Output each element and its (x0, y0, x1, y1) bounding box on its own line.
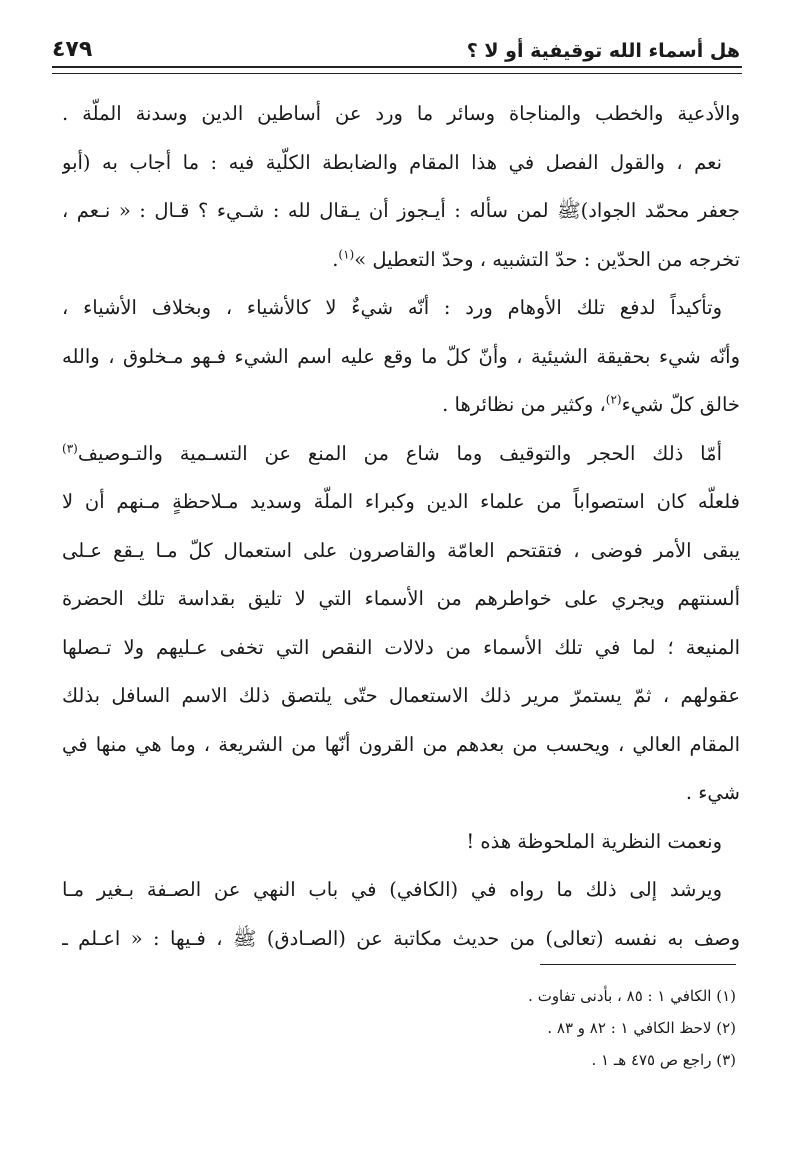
text-line: خالق كلّ شيء$^{(٢)}$، وكثير من نظائرها . (442, 392, 740, 416)
footnote-separator (540, 964, 736, 965)
footnotes (316, 980, 736, 1076)
text-line: ويرشد إلى ذلك ما رواه في (الكافي) في باب النهي عن الصـفة بـغير مـا (62, 878, 722, 901)
text-line: وتأكيداً لدفع تلك الأوهام ورد : أنّه شيءٌ لا كالأشياء ، وبخلاف الأشياء ، (62, 296, 722, 319)
text-line: شيء . (685, 781, 740, 804)
text-line: تخرجه من الحدّين : حدّ التشبيه ، وحدّ التعطيل »$^{(١)}$. (332, 247, 740, 271)
running-title: هل أسماء الله توقيفية أو لا ؟ (466, 40, 740, 62)
text-line: نعم ، والقول الفصل في هذا المقام والضابطة الكلّية فيه : ما أجاب به (أبو (62, 150, 722, 174)
text-line: ألسنتهم ويجري على خواطرهم من الأسماء التي لا تليق بقداسة تلك الحضرة (62, 587, 740, 610)
text-line: وأنّه شيء بحقيقة الشيئية ، وأنّ كلّ ما وقع عليه اسم الشيء فـهو مـخلوق ، والله (62, 344, 740, 368)
body-text (62, 90, 740, 963)
page-header (52, 30, 740, 62)
footnote-1: (١) الكافي ١ : ٨٥ ، بأدنى تفاوت . (528, 987, 736, 1005)
footnote-3: (٣) راجع ص ٤٧٥ هـ ١ . (591, 1051, 736, 1069)
footnote-ref-1: (١) (338, 247, 355, 261)
text-line: أمّا ذلك الحجر والتوقيف وما شاع من المنع عن التسـمية والتـوصيف$^{(٣)}$ (62, 441, 722, 465)
footnote-ref-2: (٢) (605, 392, 622, 407)
text-line: عقولهم ، ثمّ يستمرّ مرير ذلك الاستعمال حتّى يلتصق ذلك الاسم السافل بذلك (62, 684, 740, 707)
text-line: يبقى الأمر فوضى ، فتقتحم العامّة والقاصرون على استعمال كلّ مـا يـقع عـلى (62, 538, 740, 562)
page-number: ٤٧٩ (52, 37, 93, 62)
text-line: والأدعية والخطب والمناجاة وسائر ما ورد عن أساطين الدين وسدنة الملّة . (62, 102, 740, 125)
header-rule-thick (52, 66, 742, 68)
footnote-2: (٢) لاحظ الكافي ١ : ٨٢ و ٨٣ . (547, 1019, 736, 1037)
text-line: وصف به نفسه (تعالى) من حديث مكاتبة عن (الصـادق) ﷺ ، فـيها : « اعـلم ـ (62, 926, 740, 950)
text-line: ونعمت النظرية الملحوظة هذه ! (466, 829, 722, 853)
text-line: فلعلّه كان استصواباً من علماء الدين وكبراء الملّة وسديد مـلاحظةٍ مـنهم أن لا (62, 490, 740, 513)
text-line: المقام العالي ، ويحسب من بعدهم من القرون أنّها من الشريعة ، وما هي منها في (62, 732, 740, 756)
footnote-ref-3: (٣) (62, 441, 78, 455)
header-rule-thin (52, 73, 742, 74)
text-line: جعفر محمّد الجواد)ﷺ لمن سأله : أيـجوز أن يـقال لله : شـيء ؟ قـال : « نـعم ، (62, 199, 740, 222)
text-line: المنيعة ؛ لما في تلك الأسماء من دلالات النقص التي تخفى عـليهم ولا تـصلها (62, 635, 740, 659)
